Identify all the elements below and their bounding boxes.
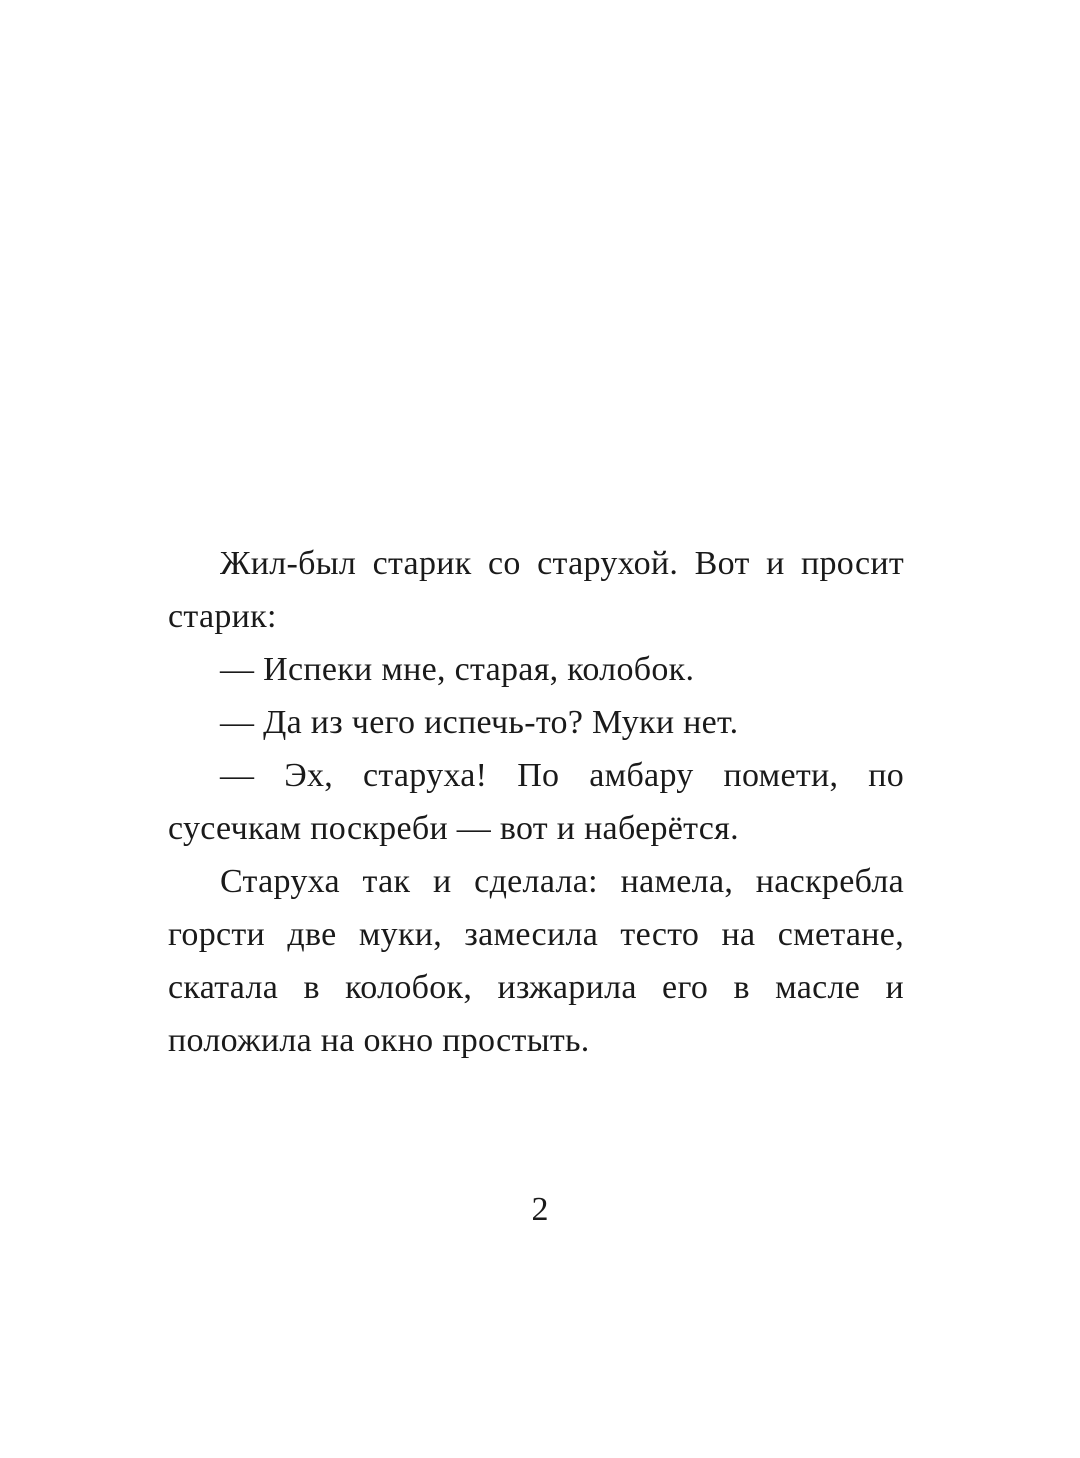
paragraph: — Эх, старуха! По амбару помети, по сусечкам поскреби — вот и наберётся. xyxy=(168,757,904,847)
paragraph: Жил-был старик со старухой. Вот и просит старик: xyxy=(168,545,904,635)
story-text xyxy=(168,537,904,1067)
paragraph: Старуха так и сделала: намела, наскребла горсти две муки, замесила тесто на сметане, скатала в колобок, изжарила его в масле и положила на окно простыть. xyxy=(168,863,904,1059)
paragraph: — Да из чего испечь-то? Муки нет. xyxy=(220,704,739,741)
page-number: 2 xyxy=(531,1191,549,1228)
paragraph: — Испеки мне, старая, колобок. xyxy=(220,651,695,688)
